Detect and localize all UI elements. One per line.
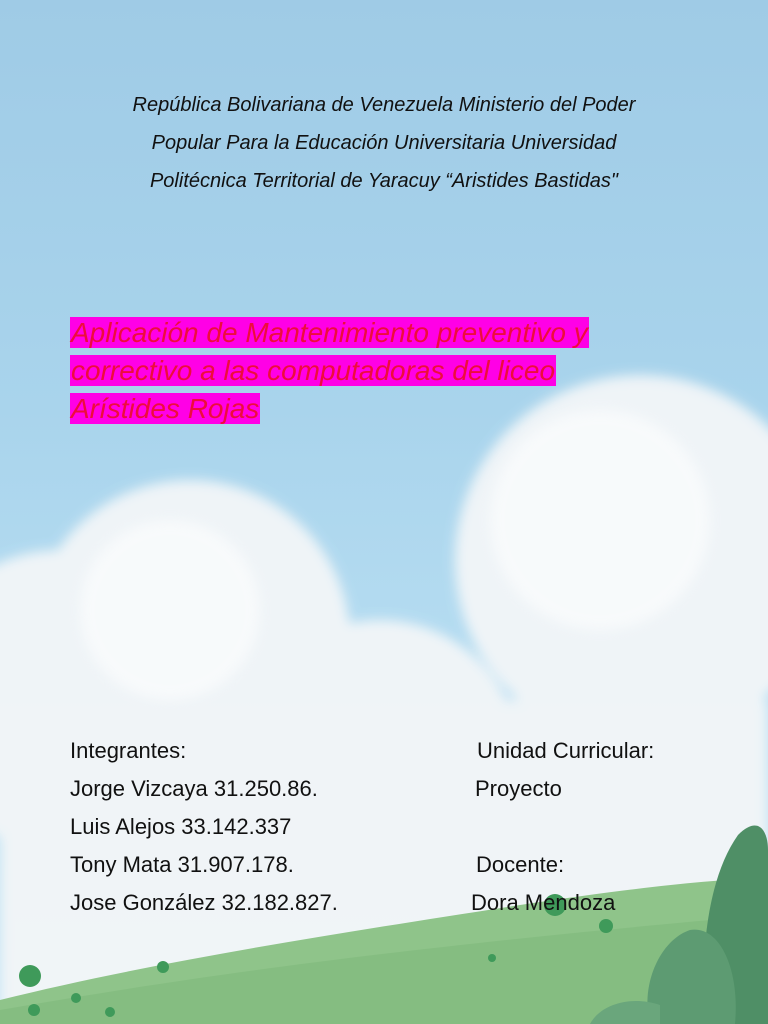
course-heading: Unidad Curricular: — [477, 738, 655, 763]
teacher-name: Dora Mendoza — [471, 890, 616, 915]
member-name: Jose González 32.182.827. — [70, 890, 338, 915]
project-title — [70, 314, 690, 428]
header-line: Politécnica Territorial de Yaracuy “Aristides Bastidas" — [149, 170, 619, 192]
title-line: Aplicación de Mantenimiento preventivo y — [71, 317, 588, 348]
header-line: República Bolivariana de Venezuela Ministerio del Poder — [132, 94, 636, 116]
member-name: Tony Mata 31.907.178. — [70, 852, 294, 877]
title-line: correctivo a las computadoras del liceo — [71, 355, 556, 386]
member-name: Jorge Vizcaya 31.250.86. — [70, 776, 318, 801]
member-name: Luis Alejos 33.142.337 — [70, 814, 292, 839]
members-heading: Integrantes: — [70, 738, 187, 763]
header-line: Popular Para la Educación Universitaria Universidad — [151, 132, 617, 154]
title-line: Arístides Rojas — [71, 393, 260, 424]
teacher-heading: Docente: — [476, 852, 565, 877]
course-name: Proyecto — [475, 776, 562, 801]
